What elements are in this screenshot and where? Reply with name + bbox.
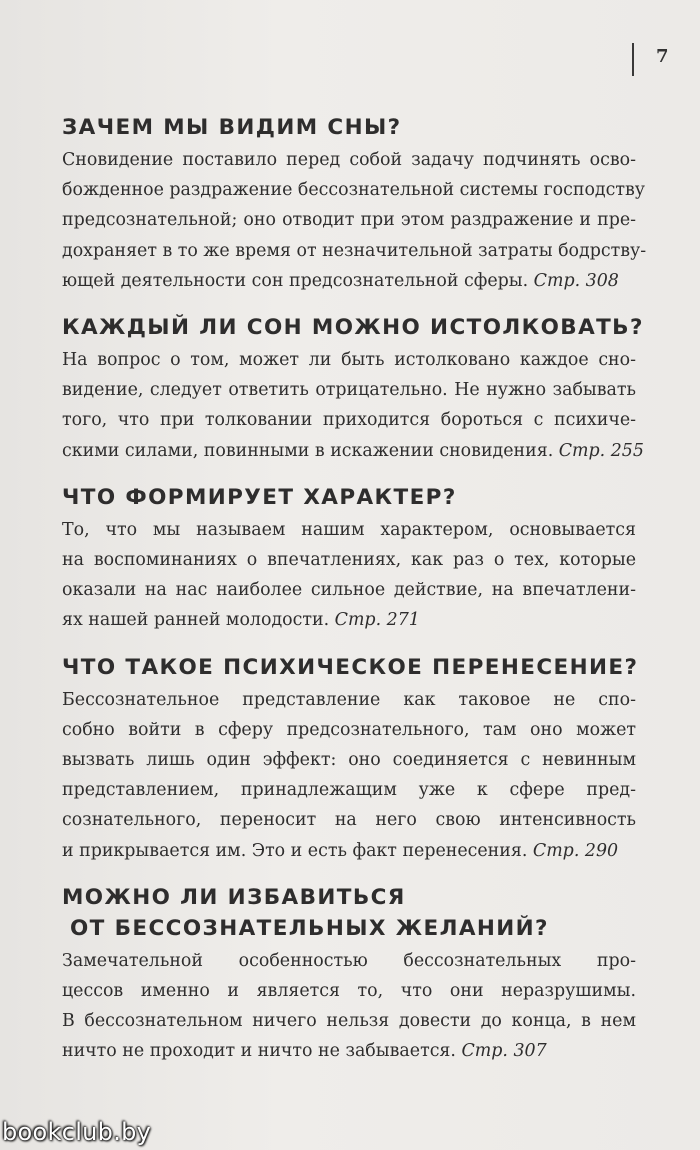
answer-line-text: В бессознательном ничего нельзя довести до конца, в нем	[62, 1011, 636, 1032]
page-reference: Стр. 271	[334, 610, 420, 631]
answer-line-text: Замечательной особенностью бессознательных про-	[62, 950, 636, 971]
answer-line-text: божденное раздражение бессознательной системы господству	[62, 180, 646, 201]
answer-line-text: На вопрос о том, может ли быть истолковано каждое сно-	[62, 350, 636, 371]
heading-line: ЧТО ТАКОЕ ПСИХИЧЕСКОЕ ПЕРЕНЕСЕНИЕ?	[62, 654, 639, 680]
page-content	[62, 112, 647, 1083]
header-divider	[632, 43, 634, 76]
answer-line-text: ничто не проходит и ничто не забывается.	[62, 1041, 456, 1062]
answer-text	[62, 515, 636, 636]
answer-line	[62, 836, 636, 866]
answer-line	[62, 805, 636, 835]
page-reference: Стр. 255	[558, 440, 644, 461]
answer-line-text: на воспоминаниях о впечатлениях, как раз о тех, которые	[62, 550, 636, 571]
answer-line	[62, 405, 636, 435]
answer-line	[62, 515, 636, 545]
qa-section	[62, 882, 636, 1067]
question-heading	[62, 112, 636, 143]
answer-line	[62, 745, 636, 775]
answer-line-text: скими силами, повинными в искажении сновидения.	[62, 440, 554, 461]
heading-line: МОЖНО ЛИ ИЗБАВИТЬСЯ	[62, 884, 406, 910]
question-heading	[62, 312, 644, 343]
heading-line: ЧТО ФОРМИРУЕТ ХАРАКТЕР?	[62, 484, 457, 510]
qa-section	[62, 312, 644, 466]
answer-line	[62, 575, 636, 605]
qa-section	[62, 652, 639, 866]
heading-line: ОТ БЕССОЗНАТЕЛЬНЫХ ЖЕЛАНИЙ?	[70, 915, 549, 941]
page-reference: Стр. 307	[461, 1041, 547, 1062]
answer-line-text: видение, следует ответить отрицательно. Не нужно забывать	[62, 380, 636, 401]
answer-line	[62, 436, 644, 466]
answer-line	[62, 946, 636, 976]
answer-line-text: ющей деятельности сон предсознательной сферы.	[62, 270, 529, 291]
answer-line	[62, 345, 636, 375]
heading-line: КАЖДЫЙ ЛИ СОН МОЖНО ИСТОЛКОВАТЬ?	[62, 315, 644, 341]
answer-line-text: оказали на нас наиболее сильное действие, на впечатлени-	[62, 580, 636, 601]
answer-text	[62, 946, 636, 1067]
answer-line	[62, 145, 636, 175]
answer-line-text: цессов именно и является то, что они неразрушимы.	[62, 981, 636, 1002]
answer-line-text: сознательного, переносит на него свою интенсивность	[62, 810, 636, 831]
answer-line	[62, 1036, 636, 1066]
question-heading	[62, 652, 639, 683]
answer-line-text: собно войти в сферу предсознательного, там оно может	[62, 719, 636, 740]
answer-line-text: дохраняет в то же время от незначительной затраты бодрству-	[62, 240, 647, 261]
answer-line	[62, 236, 647, 266]
answer-text	[62, 145, 647, 296]
answer-line	[62, 605, 636, 635]
answer-line	[62, 205, 636, 235]
answer-line-text: того, что при толковании приходится бороться с психиче-	[62, 410, 636, 431]
answer-line	[62, 175, 646, 205]
answer-line-text: Бессознательное представление как таковое не спо-	[62, 689, 636, 710]
qa-section	[62, 482, 636, 636]
answer-line-text: предсознательной; оно отводит при этом раздражение и пре-	[62, 210, 636, 231]
answer-line-text: То, что мы называем нашим характером, основывается	[62, 519, 636, 540]
page-reference: Стр. 290	[532, 840, 619, 861]
answer-text	[62, 345, 644, 466]
answer-line	[62, 976, 636, 1006]
watermark: bookclub.by	[2, 1118, 152, 1146]
qa-section	[62, 112, 647, 296]
answer-line	[62, 1006, 636, 1036]
answer-text	[62, 685, 636, 866]
answer-line-text: Сновидение поставило перед собой задачу подчинять осво-	[62, 150, 636, 170]
answer-line-text: ях нашей ранней молодости.	[62, 610, 330, 631]
answer-line	[62, 685, 636, 715]
answer-line	[62, 375, 636, 405]
page-number: 7	[656, 46, 669, 67]
answer-line-text: представлением, принадлежащим уже к сфере пред-	[62, 780, 636, 801]
answer-line-text: и прикрывается им. Это и есть факт перенесения.	[62, 840, 528, 861]
answer-line	[62, 715, 636, 745]
answer-line	[62, 266, 636, 296]
question-heading	[62, 882, 636, 944]
answer-line	[62, 545, 636, 575]
heading-line: ЗАЧЕМ МЫ ВИДИМ СНЫ?	[62, 115, 402, 140]
question-heading	[62, 482, 636, 513]
answer-line	[62, 775, 636, 805]
answer-line-text: вызвать лишь один эффект: оно соединяется с невинным	[62, 750, 636, 771]
page-reference: Стр. 308	[533, 270, 619, 291]
